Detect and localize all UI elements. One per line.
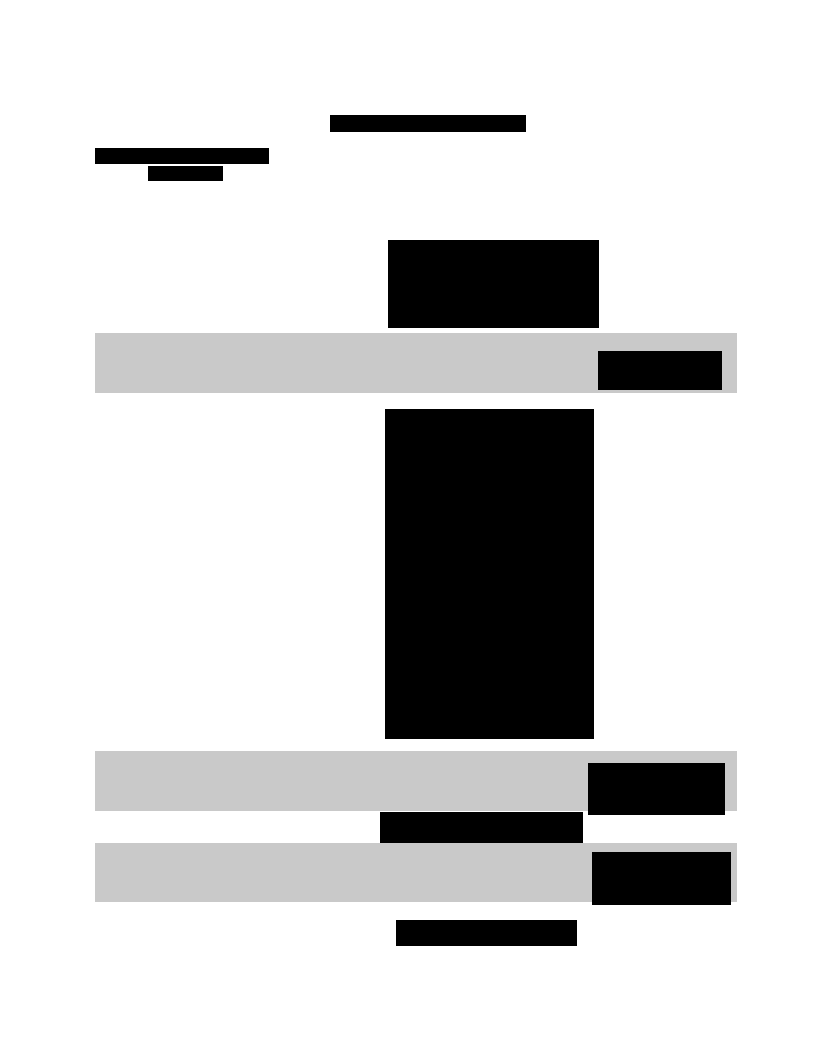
redaction-title — [330, 115, 526, 132]
redaction-passengers-471 — [592, 852, 731, 905]
redaction-from-to-453-455 — [388, 240, 599, 328]
redaction-row4 — [148, 166, 223, 181]
redaction-from-to-473 — [396, 920, 577, 946]
redaction-from-to-470 — [380, 812, 583, 843]
redaction-row3 — [95, 148, 269, 164]
redaction-passengers-469 — [588, 763, 725, 815]
redaction-from-to-458-467 — [385, 409, 594, 739]
redaction-passengers-456 — [598, 351, 722, 390]
